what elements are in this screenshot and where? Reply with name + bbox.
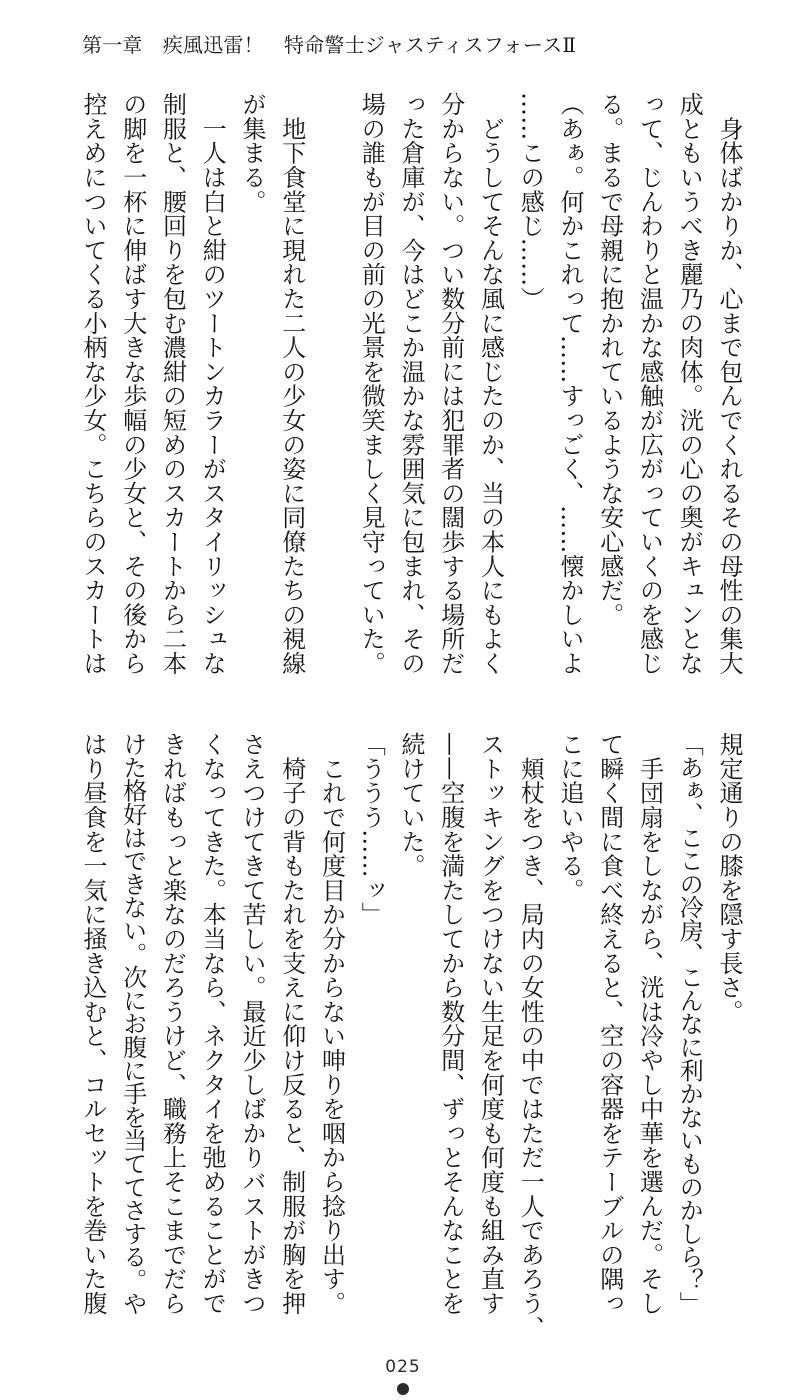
text-column: て瞬く間に食べ終えると、空の容器をテーブルの隅っ xyxy=(595,732,624,1316)
running-head: 第一章 疾風迅雷！ 特命警士ジャスティスフォースⅡ xyxy=(82,33,577,57)
text-column: （あぁ。何かこれって……すっごく、……懐かしいよ xyxy=(556,92,584,676)
text-column: の脚を一杯に伸ばす大きな歩幅の少女と、その後から xyxy=(118,92,147,676)
text-column: くなってきた。本当なら、ネクタイを弛めることがで xyxy=(198,732,227,1316)
text-column: 地下食堂に現れた二人の少女の姿に同僚たちの視線 xyxy=(277,92,306,676)
text-column: 「ううう……ッ」 xyxy=(357,732,386,927)
text-column: きればもっと楽なのだろうけど、職務上そこまでだら xyxy=(158,732,187,1316)
text-column: った倉庫が、今はどこか温かな雰囲気に包まれ、その xyxy=(397,92,425,676)
text-column: 分からない。つい数分前には犯罪者の闊歩する場所だ xyxy=(436,92,465,676)
text-column: どうしてそんな風に感じたのか、当の本人にもよく xyxy=(476,92,505,676)
text-column: 手団扇をしながら、洸は冷やし中華を選んだ。そし xyxy=(635,732,664,1316)
text-column: さえつけてきて苦しい。最近少しばかりバストがきつ xyxy=(238,732,266,1316)
text-column: ——空腹を満たしてから数分間、ずっとそんなことを xyxy=(436,732,465,1316)
text-column: 控えめについてくる小柄な少女。こちらのスカートは xyxy=(79,92,107,676)
text-column: が集まる。 xyxy=(238,92,266,214)
text-column: こに追いやる。 xyxy=(556,732,584,903)
text-column: ストッキングをつけない生足を何度も何度も組み直す xyxy=(476,732,505,1316)
text-column: ……この感じ……） xyxy=(516,92,545,311)
text-column: 一人は白と紺のツートンカラーがスタイリッシュな xyxy=(198,92,227,676)
text-column: 規定通りの膝を隠す長さ。 xyxy=(715,732,743,1024)
text-column: 椅子の背もたれを支えに仰け反ると、制服が胸を押 xyxy=(277,732,306,1316)
text-column: 頬杖をつき、局内の女性の中ではただ一人であろう、 xyxy=(516,732,545,1340)
page-number: 025 xyxy=(385,1357,421,1377)
lower-text-block xyxy=(72,732,748,1340)
text-column: 身体ばかりか、心まで包んでくれるその母性の集大 xyxy=(715,92,743,676)
blank-column xyxy=(311,92,351,675)
text-column: 「あぁ、ここの冷房、こんなに利かないものかしら？」 xyxy=(675,732,704,1315)
text-column: これで何度目か分からない呻りを咽から捻り出す。 xyxy=(317,732,346,1316)
text-column: 制服と、腰回りを包む濃紺の短めのスカートから二本 xyxy=(158,92,187,676)
text-column: けた格好はできない。次にお腹に手を当ててさする。や xyxy=(118,732,147,1315)
bullet-dot-icon xyxy=(397,1383,409,1395)
text-column: 続けていた。 xyxy=(397,732,425,878)
upper-text-block xyxy=(72,92,748,675)
text-column: はり昼食を一気に掻き込むと、コルセットを巻いた腹 xyxy=(79,732,107,1316)
text-column: 場の誰もが目の前の光景を微笑ましく見守っていた。 xyxy=(357,92,386,676)
text-column: って、じんわりと温かな感触が広がっていくのを感じ xyxy=(635,92,664,676)
text-column: る。まるで母親に抱かれているような安心感だ。 xyxy=(595,92,624,627)
text-column: 成ともいうべき麗乃の肉体。洸の心の奥がキュンとな xyxy=(675,92,704,676)
